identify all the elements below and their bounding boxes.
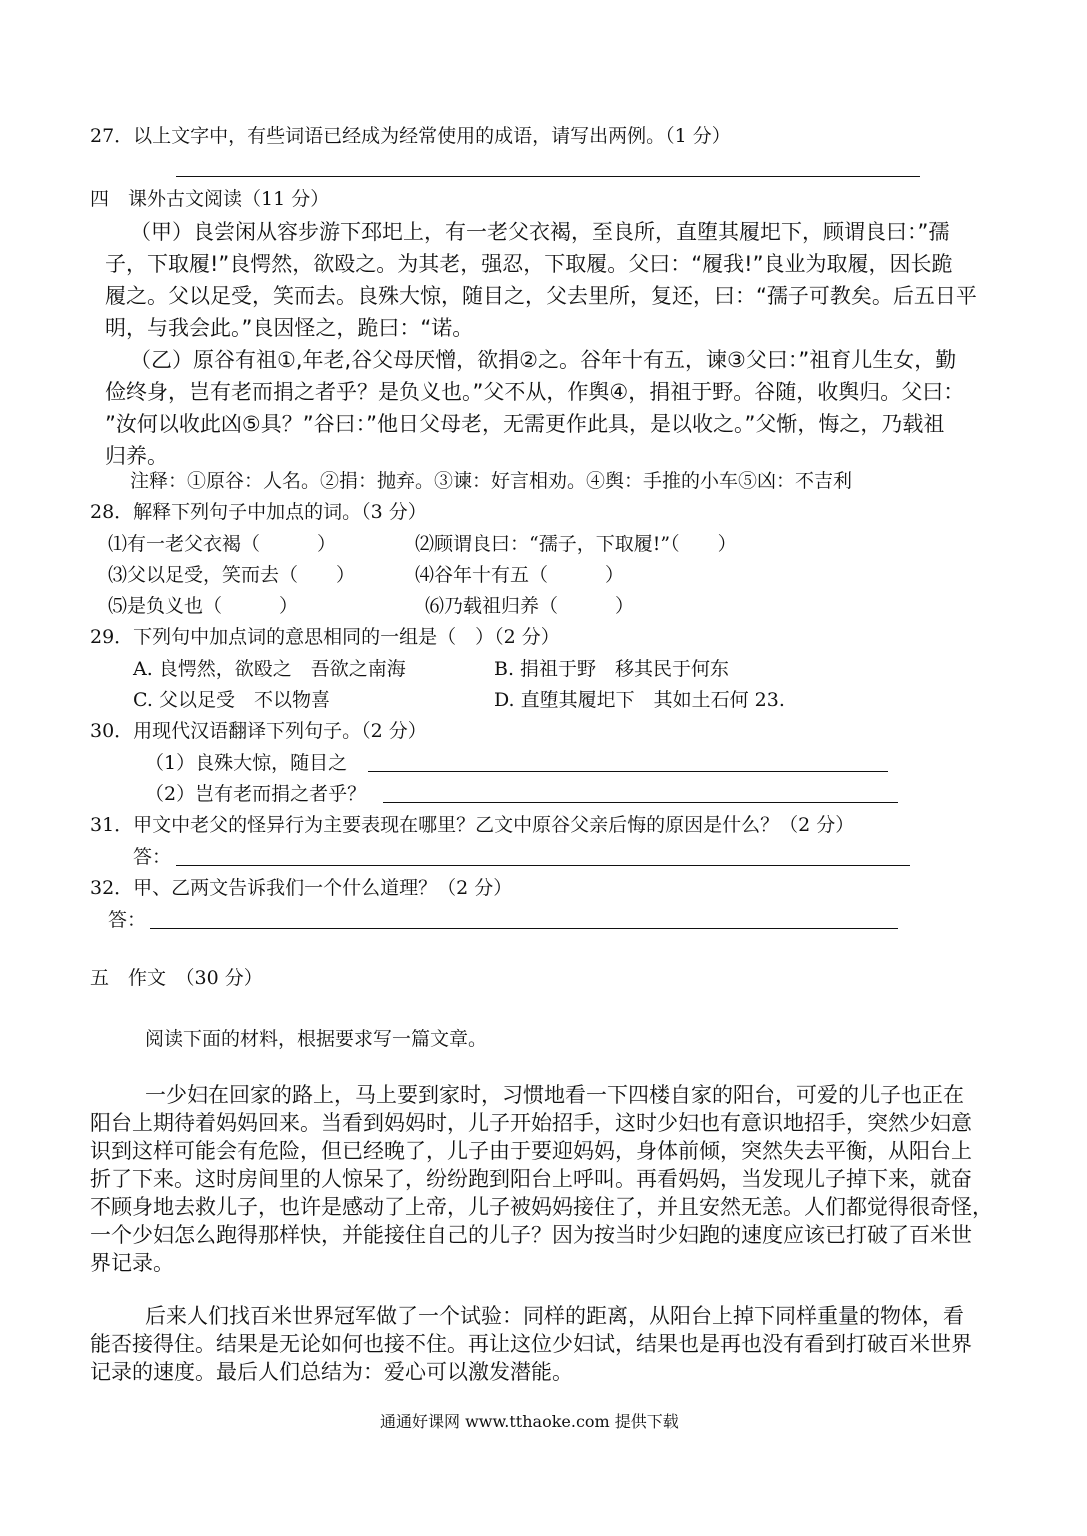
q31-answer-line bbox=[176, 865, 910, 866]
jia-line: （甲）良尝闲从容步游下邳圯上，有一老父衣褐，至良所，直堕其履圯下，顾谓良曰：”孺 bbox=[130, 220, 950, 244]
yi-line: （乙）原谷有祖①,年老,谷父母厌憎，欲捐②之。谷年十有五，谏③父曰：”祖育儿生女，勤 bbox=[130, 348, 957, 372]
q30-answer-line bbox=[368, 771, 888, 772]
yi-line: 俭终身，岂有老而捐之者乎？是负义也。”父不从，作舆④，捐祖于野。谷随，收舆归。父曰： bbox=[105, 380, 965, 404]
q27-answer-line bbox=[176, 176, 920, 177]
q30-title: 30．用现代汉语翻译下列句子。（2 分） bbox=[90, 720, 427, 742]
essay-paragraph-line: 折了下来。这时房间里的人惊呆了，纷纷跑到阳台上呼叫。再看妈妈，当发现儿子掉下来，就奋 bbox=[90, 1167, 972, 1191]
notes: 注释：①原谷：人名。②捐：抛弃。③谏：好言相劝。④舆：手推的小车⑤凶：不吉利 bbox=[130, 470, 853, 492]
yi-line: 归养。 bbox=[105, 444, 168, 468]
essay-paragraph-line: 识到这样可能会有危险，但已经晚了，儿子由于要迎妈妈，身体前倾，突然失去平衡，从阳台上 bbox=[90, 1139, 972, 1163]
section4-heading: 四 课外古文阅读（11 分） bbox=[90, 188, 330, 210]
q30-answer-line bbox=[383, 802, 898, 803]
essay-paragraph-line: 能否接得住。结果是无论如何也接不住。再让这位少妇试，结果也是再也没有看到打破百米世界 bbox=[90, 1332, 972, 1356]
q27-title: 27．以上文字中，有些词语已经成为经常使用的成语，请写出两例。（1 分） bbox=[90, 125, 731, 147]
essay-paragraph-line: 后来人们找百米世界冠军做了一个试验：同样的距离，从阳台上掉下同样重量的物体，看 bbox=[145, 1304, 964, 1328]
essay-paragraph-line: 不顾身地去救儿子，也许是感动了上帝，儿子被妈妈接住了，并且安然无恙。人们都觉得很奇怪， bbox=[90, 1195, 993, 1219]
q29-title: 29．下列句中加点词的意思相同的一组是（ ）（2 分） bbox=[90, 626, 560, 648]
q28-item: ⑹乃载祖归养（ ） bbox=[425, 595, 635, 617]
q28-item: ⑷谷年十有五（ ） bbox=[415, 564, 625, 586]
q31-answer-label: 答： bbox=[133, 846, 172, 868]
jia-line: 子，下取履!”良愕然，欲殴之。为其老，强忍，下取履。父曰：“履我!”良业为取履，因长跪 bbox=[105, 252, 953, 276]
q30-sentence-2: （2）岂有老而捐之者乎？ bbox=[145, 783, 367, 805]
essay-paragraph-line: 界记录。 bbox=[90, 1251, 174, 1275]
q28-item: ⑸是负义也（ ） bbox=[108, 595, 299, 617]
essay-paragraph-line: 一少妇在回家的路上，马上要到家时，习惯地看一下四楼自家的阳台，可爱的儿子也正在 bbox=[145, 1083, 964, 1107]
essay-instruction: 阅读下面的材料，根据要求写一篇文章。 bbox=[145, 1028, 488, 1050]
q31-title: 31．甲文中老父的怪异行为主要表现在哪里？乙文中原谷父亲后悔的原因是什么？（2 分） bbox=[90, 814, 855, 836]
essay-paragraph-line: 记录的速度。最后人们总结为：爱心可以激发潜能。 bbox=[90, 1360, 573, 1384]
yi-line: ”汝何以收此凶⑤具？”谷曰：”他日父母老，无需更作此具，是以收之。”父惭，悔之，乃载祖 bbox=[105, 412, 945, 436]
q29-option: B. 捐祖于野 移其民于何东 bbox=[494, 658, 730, 680]
q28-title: 28．解释下列句子中加点的词。（3 分） bbox=[90, 501, 427, 523]
q29-option: C. 父以足受 不以物喜 bbox=[133, 689, 330, 711]
q30-sentence-1: （1）良殊大惊，随目之 bbox=[145, 752, 348, 774]
q29-option: D. 直堕其履圯下 其如土石何 23. bbox=[494, 689, 785, 711]
essay-paragraph-line: 阳台上期待着妈妈回来。当看到妈妈时，儿子开始招手，这时少妇也有意识地招手，突然少妇意 bbox=[90, 1111, 972, 1135]
jia-line: 明，与我会此。”良因怪之，跪曰：“诺。 bbox=[105, 316, 474, 340]
q28-item: ⑵顾谓良曰：“孺子，下取履!”（ ） bbox=[415, 533, 737, 555]
q32-title: 32．甲、乙两文告诉我们一个什么道理？（2 分） bbox=[90, 877, 513, 899]
page-footer: 通通好课网 www.tthaoke.com 提供下载 bbox=[380, 1412, 679, 1431]
section5-heading: 五 作文 （30 分） bbox=[90, 967, 263, 989]
q29-option: A. 良愕然，欲殴之 吾欲之南海 bbox=[133, 658, 406, 680]
jia-line: 履之。父以足受，笑而去。良殊大惊，随目之，父去里所，复还，曰：“孺子可教矣。后五日平 bbox=[105, 284, 977, 308]
q28-item: ⑶父以足受，笑而去（ ） bbox=[108, 564, 356, 586]
essay-paragraph-line: 一个少妇怎么跑得那样快，并能接住自己的儿子？因为按当时少妇跑的速度应该已打破了百米世 bbox=[90, 1223, 972, 1247]
q32-answer-label: 答： bbox=[108, 909, 147, 931]
q32-answer-line bbox=[150, 928, 898, 929]
q28-item: ⑴有一老父衣褐（ ） bbox=[108, 533, 337, 555]
